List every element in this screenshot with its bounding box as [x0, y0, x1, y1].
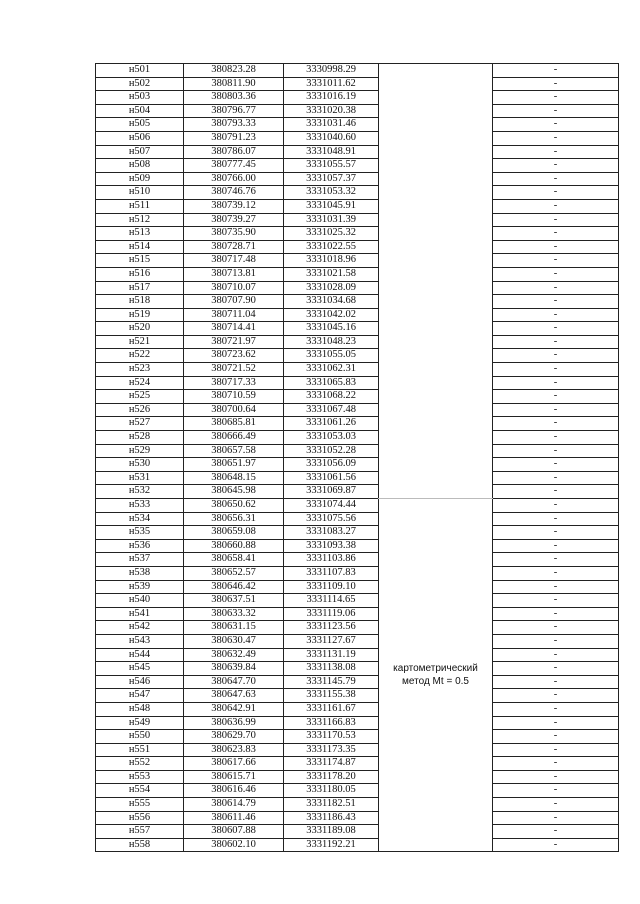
table-row	[96, 322, 619, 336]
table-row	[96, 770, 619, 784]
point-id-cell: н512	[96, 213, 184, 227]
x-coordinate-cell: 380735.90	[184, 227, 284, 241]
point-id-cell: н520	[96, 322, 184, 336]
y-coordinate-cell: 3331186.43	[284, 811, 379, 825]
x-coordinate-cell: 380707.90	[184, 295, 284, 309]
point-id-cell: н529	[96, 444, 184, 458]
point-id-cell: н519	[96, 308, 184, 322]
accuracy-cell: -	[493, 227, 619, 241]
point-id-cell: н503	[96, 91, 184, 105]
y-coordinate-cell: 3331028.09	[284, 281, 379, 295]
table-row	[96, 431, 619, 445]
point-id-cell: н555	[96, 798, 184, 812]
accuracy-cell: -	[493, 172, 619, 186]
y-coordinate-cell: 3331074.44	[284, 499, 379, 513]
table-row	[96, 580, 619, 594]
table-row	[96, 566, 619, 580]
point-id-cell: н517	[96, 281, 184, 295]
x-coordinate-cell: 380630.47	[184, 634, 284, 648]
method-cell-empty	[379, 64, 493, 499]
x-coordinate-cell: 380659.08	[184, 526, 284, 540]
x-coordinate-cell: 380639.84	[184, 662, 284, 676]
x-coordinate-cell: 380723.62	[184, 349, 284, 363]
point-id-cell: н502	[96, 77, 184, 91]
table-row	[96, 634, 619, 648]
table-row	[96, 512, 619, 526]
accuracy-cell: -	[493, 349, 619, 363]
point-id-cell: н540	[96, 594, 184, 608]
accuracy-cell: -	[493, 199, 619, 213]
y-coordinate-cell: 3331114.65	[284, 594, 379, 608]
table-row	[96, 64, 619, 78]
accuracy-cell: -	[493, 131, 619, 145]
x-coordinate-cell: 380651.97	[184, 458, 284, 472]
y-coordinate-cell: 3331057.37	[284, 172, 379, 186]
y-coordinate-cell: 3331018.96	[284, 254, 379, 268]
x-coordinate-cell: 380650.62	[184, 499, 284, 513]
x-coordinate-cell: 380642.91	[184, 702, 284, 716]
x-coordinate-cell: 380796.77	[184, 104, 284, 118]
point-id-cell: н537	[96, 553, 184, 567]
point-id-cell: н557	[96, 825, 184, 839]
table-row	[96, 172, 619, 186]
method-cell	[379, 499, 493, 852]
y-coordinate-cell: 3331061.56	[284, 471, 379, 485]
table-row	[96, 417, 619, 431]
x-coordinate-cell: 380793.33	[184, 118, 284, 132]
table-row	[96, 403, 619, 417]
table-row	[96, 757, 619, 771]
y-coordinate-cell: 3331069.87	[284, 485, 379, 499]
x-coordinate-cell: 380617.66	[184, 757, 284, 771]
table-row	[96, 471, 619, 485]
coordinates-table	[95, 63, 619, 852]
accuracy-cell: -	[493, 526, 619, 540]
point-id-cell: н528	[96, 431, 184, 445]
x-coordinate-cell: 380629.70	[184, 730, 284, 744]
table-row	[96, 499, 619, 513]
accuracy-cell: -	[493, 363, 619, 377]
accuracy-cell: -	[493, 240, 619, 254]
y-coordinate-cell: 3331093.38	[284, 539, 379, 553]
accuracy-cell: -	[493, 621, 619, 635]
x-coordinate-cell: 380648.15	[184, 471, 284, 485]
x-coordinate-cell: 380700.64	[184, 403, 284, 417]
y-coordinate-cell: 3331016.19	[284, 91, 379, 105]
y-coordinate-cell: 3331161.67	[284, 702, 379, 716]
x-coordinate-cell: 380717.33	[184, 376, 284, 390]
point-id-cell: н513	[96, 227, 184, 241]
accuracy-cell: -	[493, 675, 619, 689]
y-coordinate-cell: 3330998.29	[284, 64, 379, 78]
y-coordinate-cell: 3331182.51	[284, 798, 379, 812]
x-coordinate-cell: 380710.07	[184, 281, 284, 295]
point-id-cell: н507	[96, 145, 184, 159]
accuracy-cell: -	[493, 825, 619, 839]
table-row	[96, 295, 619, 309]
x-coordinate-cell: 380631.15	[184, 621, 284, 635]
accuracy-cell: -	[493, 295, 619, 309]
y-coordinate-cell: 3331180.05	[284, 784, 379, 798]
x-coordinate-cell: 380791.23	[184, 131, 284, 145]
table-row	[96, 594, 619, 608]
table-row	[96, 254, 619, 268]
point-id-cell: н504	[96, 104, 184, 118]
table-row	[96, 539, 619, 553]
table-row	[96, 702, 619, 716]
table-row	[96, 648, 619, 662]
point-id-cell: н542	[96, 621, 184, 635]
accuracy-cell: -	[493, 308, 619, 322]
accuracy-cell: -	[493, 145, 619, 159]
x-coordinate-cell: 380656.31	[184, 512, 284, 526]
accuracy-cell: -	[493, 499, 619, 513]
y-coordinate-cell: 3331068.22	[284, 390, 379, 404]
x-coordinate-cell: 380660.88	[184, 539, 284, 553]
x-coordinate-cell: 380646.42	[184, 580, 284, 594]
accuracy-cell: -	[493, 322, 619, 336]
y-coordinate-cell: 3331170.53	[284, 730, 379, 744]
table-row	[96, 553, 619, 567]
y-coordinate-cell: 3331155.38	[284, 689, 379, 703]
y-coordinate-cell: 3331174.87	[284, 757, 379, 771]
table-row	[96, 784, 619, 798]
point-id-cell: н515	[96, 254, 184, 268]
accuracy-cell: -	[493, 417, 619, 431]
table-row	[96, 526, 619, 540]
accuracy-cell: -	[493, 77, 619, 91]
y-coordinate-cell: 3331065.83	[284, 376, 379, 390]
point-id-cell: н556	[96, 811, 184, 825]
x-coordinate-cell: 380739.12	[184, 199, 284, 213]
table-row	[96, 825, 619, 839]
x-coordinate-cell: 380611.46	[184, 811, 284, 825]
accuracy-cell: -	[493, 267, 619, 281]
table-row	[96, 131, 619, 145]
y-coordinate-cell: 3331045.16	[284, 322, 379, 336]
point-id-cell: н531	[96, 471, 184, 485]
accuracy-cell: -	[493, 553, 619, 567]
point-id-cell: н538	[96, 566, 184, 580]
accuracy-cell: -	[493, 662, 619, 676]
point-id-cell: н530	[96, 458, 184, 472]
x-coordinate-cell: 380710.59	[184, 390, 284, 404]
x-coordinate-cell: 380766.00	[184, 172, 284, 186]
x-coordinate-cell: 380666.49	[184, 431, 284, 445]
y-coordinate-cell: 3331053.03	[284, 431, 379, 445]
x-coordinate-cell: 380645.98	[184, 485, 284, 499]
y-coordinate-cell: 3331189.08	[284, 825, 379, 839]
table-row	[96, 743, 619, 757]
y-coordinate-cell: 3331042.02	[284, 308, 379, 322]
y-coordinate-cell: 3331173.35	[284, 743, 379, 757]
accuracy-cell: -	[493, 403, 619, 417]
y-coordinate-cell: 3331067.48	[284, 403, 379, 417]
accuracy-cell: -	[493, 784, 619, 798]
point-id-cell: н554	[96, 784, 184, 798]
table-row	[96, 621, 619, 635]
table-row	[96, 159, 619, 173]
x-coordinate-cell: 380717.48	[184, 254, 284, 268]
y-coordinate-cell: 3331109.10	[284, 580, 379, 594]
table-row	[96, 675, 619, 689]
point-id-cell: н552	[96, 757, 184, 771]
table-row	[96, 458, 619, 472]
point-id-cell: н534	[96, 512, 184, 526]
y-coordinate-cell: 3331053.32	[284, 186, 379, 200]
accuracy-cell: -	[493, 186, 619, 200]
x-coordinate-cell: 380637.51	[184, 594, 284, 608]
accuracy-cell: -	[493, 607, 619, 621]
y-coordinate-cell: 3331178.20	[284, 770, 379, 784]
accuracy-cell: -	[493, 104, 619, 118]
y-coordinate-cell: 3331025.32	[284, 227, 379, 241]
x-coordinate-cell: 380739.27	[184, 213, 284, 227]
accuracy-cell: -	[493, 471, 619, 485]
y-coordinate-cell: 3331048.91	[284, 145, 379, 159]
accuracy-cell: -	[493, 838, 619, 852]
point-id-cell: н524	[96, 376, 184, 390]
accuracy-cell: -	[493, 730, 619, 744]
point-id-cell: н551	[96, 743, 184, 757]
point-id-cell: н553	[96, 770, 184, 784]
point-id-cell: н510	[96, 186, 184, 200]
table-row	[96, 730, 619, 744]
x-coordinate-cell: 380614.79	[184, 798, 284, 812]
table-row	[96, 838, 619, 852]
accuracy-cell: -	[493, 431, 619, 445]
table-row	[96, 444, 619, 458]
x-coordinate-cell: 380652.57	[184, 566, 284, 580]
table-row	[96, 363, 619, 377]
accuracy-cell: -	[493, 390, 619, 404]
point-id-cell: н526	[96, 403, 184, 417]
coordinates-table-body	[96, 64, 619, 852]
y-coordinate-cell: 3331138.08	[284, 662, 379, 676]
table-row	[96, 199, 619, 213]
table-row	[96, 376, 619, 390]
table-row	[96, 798, 619, 812]
point-id-cell: н514	[96, 240, 184, 254]
x-coordinate-cell: 380823.28	[184, 64, 284, 78]
point-id-cell: н533	[96, 499, 184, 513]
y-coordinate-cell: 3331131.19	[284, 648, 379, 662]
x-coordinate-cell: 380647.70	[184, 675, 284, 689]
x-coordinate-cell: 380728.71	[184, 240, 284, 254]
x-coordinate-cell: 380777.45	[184, 159, 284, 173]
table-row	[96, 281, 619, 295]
x-coordinate-cell: 380711.04	[184, 308, 284, 322]
point-id-cell: н525	[96, 390, 184, 404]
y-coordinate-cell: 3331145.79	[284, 675, 379, 689]
accuracy-cell: -	[493, 743, 619, 757]
accuracy-cell: -	[493, 648, 619, 662]
y-coordinate-cell: 3331055.57	[284, 159, 379, 173]
accuracy-cell: -	[493, 716, 619, 730]
accuracy-cell: -	[493, 770, 619, 784]
point-id-cell: н501	[96, 64, 184, 78]
table-row	[96, 662, 619, 676]
x-coordinate-cell: 380647.63	[184, 689, 284, 703]
accuracy-cell: -	[493, 594, 619, 608]
accuracy-cell: -	[493, 376, 619, 390]
table-row	[96, 485, 619, 499]
table-row	[96, 716, 619, 730]
table-row	[96, 308, 619, 322]
accuracy-cell: -	[493, 91, 619, 105]
table-row	[96, 186, 619, 200]
point-id-cell: н505	[96, 118, 184, 132]
table-row	[96, 689, 619, 703]
y-coordinate-cell: 3331083.27	[284, 526, 379, 540]
y-coordinate-cell: 3331103.86	[284, 553, 379, 567]
x-coordinate-cell: 380721.52	[184, 363, 284, 377]
x-coordinate-cell: 380636.99	[184, 716, 284, 730]
point-id-cell: н518	[96, 295, 184, 309]
point-id-cell: н544	[96, 648, 184, 662]
table-row	[96, 213, 619, 227]
x-coordinate-cell: 380746.76	[184, 186, 284, 200]
y-coordinate-cell: 3331075.56	[284, 512, 379, 526]
x-coordinate-cell: 380602.10	[184, 838, 284, 852]
table-row	[96, 335, 619, 349]
point-id-cell: н508	[96, 159, 184, 173]
accuracy-cell: -	[493, 254, 619, 268]
y-coordinate-cell: 3331045.91	[284, 199, 379, 213]
method-accuracy: метод Mt = 0.5	[402, 676, 469, 688]
point-id-cell: н539	[96, 580, 184, 594]
accuracy-cell: -	[493, 702, 619, 716]
x-coordinate-cell: 380633.32	[184, 607, 284, 621]
x-coordinate-cell: 380615.71	[184, 770, 284, 784]
accuracy-cell: -	[493, 335, 619, 349]
table-row	[96, 267, 619, 281]
accuracy-cell: -	[493, 444, 619, 458]
x-coordinate-cell: 380685.81	[184, 417, 284, 431]
accuracy-cell: -	[493, 159, 619, 173]
point-id-cell: н509	[96, 172, 184, 186]
y-coordinate-cell: 3331040.60	[284, 131, 379, 145]
point-id-cell: н522	[96, 349, 184, 363]
x-coordinate-cell: 380616.46	[184, 784, 284, 798]
table-row	[96, 349, 619, 363]
x-coordinate-cell: 380713.81	[184, 267, 284, 281]
y-coordinate-cell: 3331031.46	[284, 118, 379, 132]
table-row	[96, 811, 619, 825]
accuracy-cell: -	[493, 757, 619, 771]
table-row	[96, 240, 619, 254]
point-id-cell: н535	[96, 526, 184, 540]
y-coordinate-cell: 3331055.05	[284, 349, 379, 363]
method-name: картометрический	[393, 663, 478, 675]
table-row	[96, 91, 619, 105]
x-coordinate-cell: 380811.90	[184, 77, 284, 91]
x-coordinate-cell: 380657.58	[184, 444, 284, 458]
x-coordinate-cell: 380607.88	[184, 825, 284, 839]
y-coordinate-cell: 3331123.56	[284, 621, 379, 635]
table-row	[96, 227, 619, 241]
x-coordinate-cell: 380786.07	[184, 145, 284, 159]
point-id-cell: н511	[96, 199, 184, 213]
accuracy-cell: -	[493, 458, 619, 472]
x-coordinate-cell: 380803.36	[184, 91, 284, 105]
accuracy-cell: -	[493, 213, 619, 227]
accuracy-cell: -	[493, 485, 619, 499]
y-coordinate-cell: 3331192.21	[284, 838, 379, 852]
accuracy-cell: -	[493, 811, 619, 825]
point-id-cell: н545	[96, 662, 184, 676]
accuracy-cell: -	[493, 689, 619, 703]
accuracy-cell: -	[493, 566, 619, 580]
table-row	[96, 118, 619, 132]
x-coordinate-cell: 380658.41	[184, 553, 284, 567]
y-coordinate-cell: 3331031.39	[284, 213, 379, 227]
y-coordinate-cell: 3331022.55	[284, 240, 379, 254]
accuracy-cell: -	[493, 281, 619, 295]
point-id-cell: н548	[96, 702, 184, 716]
point-id-cell: н516	[96, 267, 184, 281]
y-coordinate-cell: 3331107.83	[284, 566, 379, 580]
point-id-cell: н532	[96, 485, 184, 499]
point-id-cell: н549	[96, 716, 184, 730]
y-coordinate-cell: 3331021.58	[284, 267, 379, 281]
point-id-cell: н546	[96, 675, 184, 689]
y-coordinate-cell: 3331166.83	[284, 716, 379, 730]
table-row	[96, 104, 619, 118]
y-coordinate-cell: 3331056.09	[284, 458, 379, 472]
accuracy-cell: -	[493, 539, 619, 553]
point-id-cell: н527	[96, 417, 184, 431]
y-coordinate-cell: 3331062.31	[284, 363, 379, 377]
accuracy-cell: -	[493, 512, 619, 526]
point-id-cell: н543	[96, 634, 184, 648]
table-row	[96, 145, 619, 159]
accuracy-cell: -	[493, 798, 619, 812]
x-coordinate-cell: 380623.83	[184, 743, 284, 757]
point-id-cell: н541	[96, 607, 184, 621]
y-coordinate-cell: 3331020.38	[284, 104, 379, 118]
table-row	[96, 390, 619, 404]
table-row	[96, 77, 619, 91]
table-row	[96, 607, 619, 621]
point-id-cell: н550	[96, 730, 184, 744]
y-coordinate-cell: 3331061.26	[284, 417, 379, 431]
point-id-cell: н506	[96, 131, 184, 145]
y-coordinate-cell: 3331119.06	[284, 607, 379, 621]
accuracy-cell: -	[493, 580, 619, 594]
x-coordinate-cell: 380632.49	[184, 648, 284, 662]
y-coordinate-cell: 3331034.68	[284, 295, 379, 309]
point-id-cell: н523	[96, 363, 184, 377]
y-coordinate-cell: 3331052.28	[284, 444, 379, 458]
accuracy-cell: -	[493, 634, 619, 648]
x-coordinate-cell: 380721.97	[184, 335, 284, 349]
accuracy-cell: -	[493, 118, 619, 132]
x-coordinate-cell: 380714.41	[184, 322, 284, 336]
y-coordinate-cell: 3331048.23	[284, 335, 379, 349]
y-coordinate-cell: 3331011.62	[284, 77, 379, 91]
accuracy-cell: -	[493, 64, 619, 78]
point-id-cell: н547	[96, 689, 184, 703]
point-id-cell: н536	[96, 539, 184, 553]
point-id-cell: н521	[96, 335, 184, 349]
y-coordinate-cell: 3331127.67	[284, 634, 379, 648]
point-id-cell: н558	[96, 838, 184, 852]
